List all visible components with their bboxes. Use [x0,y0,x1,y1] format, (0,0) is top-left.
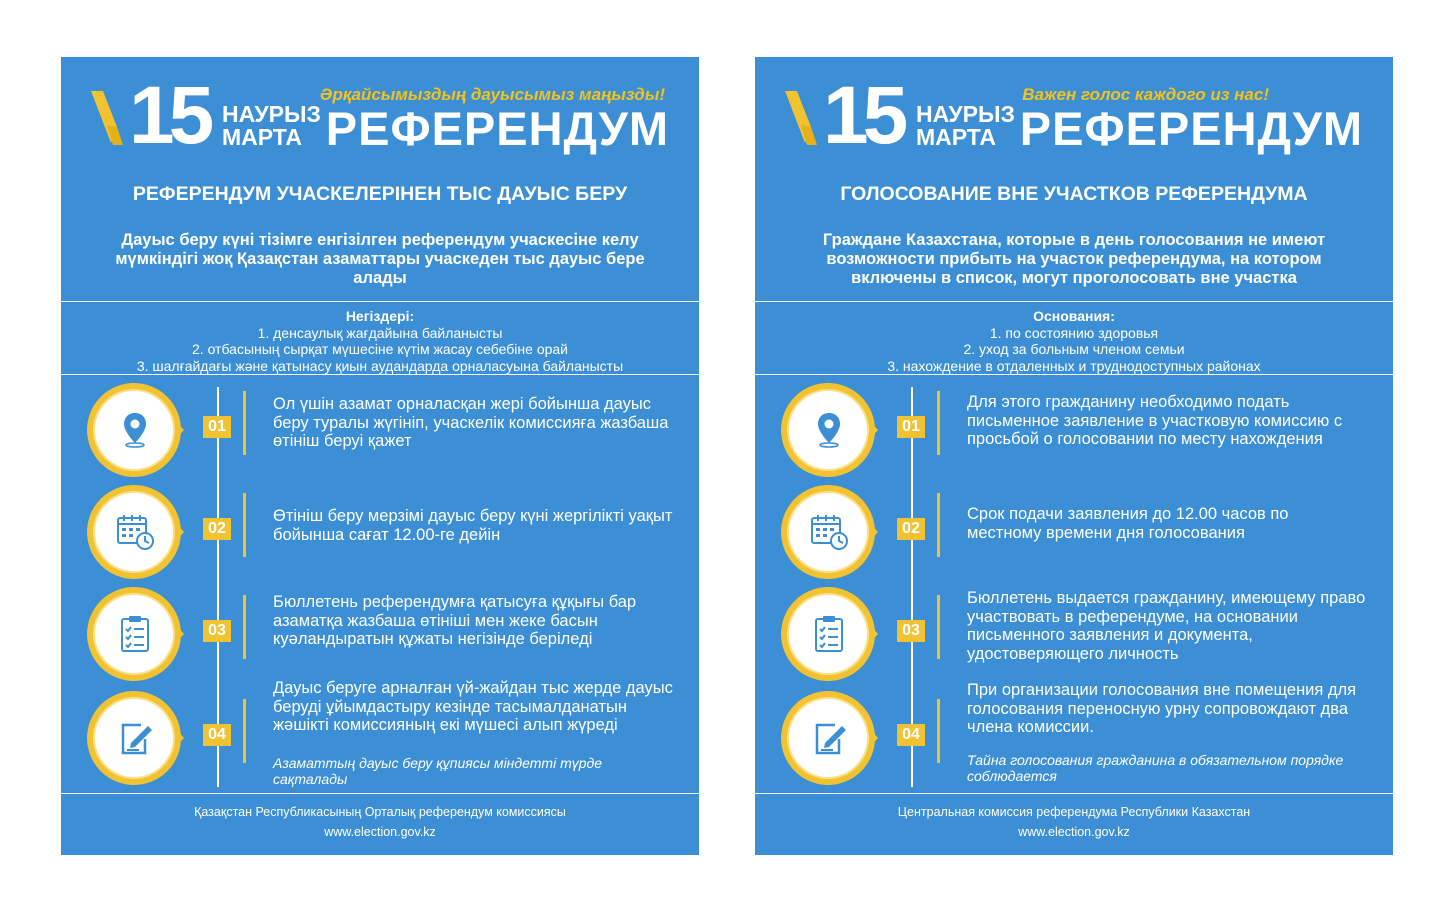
step-text: Дауыс беруге арналған үй-жайдан тыс жерде дауыс беруді ұйымдастыру кезінде тасымалданатын жәшікті комиссияның екі мүшесі алып жүреді [273,679,673,734]
calendar-clock-icon [115,511,155,551]
step-number: 02 [203,518,231,540]
reason-item: 2. отбасының сырқат мүшесіне күтім жасау себебіне орай [192,341,568,357]
step-text: При организации голосования вне помещения для голосования переносную урну сопровождают два члена комиссии. [967,681,1357,736]
step-text: Ол үшін азамат орналасқан жері бойынша дауыс беру туралы жүгініп, учаскелік комиссияға жазбаша өтініш беруі қажет [273,395,669,450]
step-text: Срок подачи заявления до 12.00 часов по местному времени дня голосования [967,505,1289,542]
step-bar [937,493,940,557]
referendum-logo [783,70,1018,161]
step-3 [61,587,699,683]
step-number: 02 [897,518,925,540]
reasons-title: Негіздері: [345,308,415,324]
step-number: 04 [203,724,231,746]
step-bar [937,595,940,659]
step-number: 01 [897,416,925,438]
footer-org: Центральная комиссия референдума Республики Казахстан [897,805,1251,819]
logo-month-kz: НАУРЫЗ [222,101,321,127]
calendar-clock-icon [809,511,849,551]
referendum-logo [89,70,324,161]
step-text: Бюллетень выдается гражданину, имеющему право участвовать в референдуме, на основании письменного заявления и документа, удостоверяющего личность [967,589,1366,663]
document-pen-icon [115,717,155,757]
reason-item: 3. шалғайдағы және қатынасу қиын аудандарда орналасуына байланысты [136,357,624,374]
step-number: 03 [203,620,231,642]
clipboard-checklist-icon [115,613,155,653]
logo-month-ru: МАРТА [222,124,303,150]
step-bar [243,391,246,455]
intro-text: Дауыс беру күні тізімге енгізілген референдум учаскесіне келу мүмкіндігі жоқ Қазақстан азаматтары учаскеден тыс дауыс бере алады [115,231,645,287]
step-1 [755,383,1393,479]
reason-item: 2. уход за больным членом семьи [963,341,1185,357]
reasons-title: Основания: [1033,308,1115,324]
section-title: ГОЛОСОВАНИЕ ВНЕ УЧАСТКОВ РЕФЕРЕНДУМА [840,183,1308,205]
reasons-box [61,301,699,375]
slogan: Әрқайсымыздың дауысымыз маңызды! [319,85,665,104]
logo-month-kz: НАУРЫЗ [916,101,1015,127]
reason-item: 1. по состоянию здоровья [989,324,1159,341]
reason-item: 1. денсаулық жағдайына байланысты [257,324,503,341]
step-number: 03 [897,620,925,642]
step-4 [755,681,1393,787]
step-bar [243,699,246,763]
secrecy-note: Тайна голосования гражданина в обязательном порядке соблюдается [967,752,1344,784]
poster-title: РЕФЕРЕНДУМ [1019,102,1363,155]
step-bar [243,493,246,557]
step-text: Өтініш беру мерзімі дауыс беру күні жергілікті уақыт бойынша сағат 12.00-ге дейін [273,507,673,544]
step-number: 01 [203,416,231,438]
footer [61,793,699,855]
logo-date-number: 15 [129,70,209,161]
footer [755,793,1393,855]
reasons-box [755,301,1393,375]
step-bar [243,595,246,659]
step-bar [937,699,940,763]
clipboard-checklist-icon [809,613,849,653]
reason-item: 3. нахождение в отдаленных и труднодоступных районах [887,357,1261,374]
location-pin-icon [809,409,849,449]
step-number: 04 [897,724,925,746]
step-2 [755,485,1393,581]
step-text: Для этого гражданину необходимо подать письменное заявление в участковую комиссию с просьбой о голосовании по месту нахождения [967,393,1343,448]
secrecy-note: Азаматтың дауыс беру құпиясы міндетті түрде сақталады [273,755,603,787]
slogan: Важен голос каждого из нас! [1022,85,1269,104]
poster-title: РЕФЕРЕНДУМ [325,102,669,155]
section-title: РЕФЕРЕНДУМ УЧАСКЕЛЕРІНЕН ТЫС ДАУЫС БЕРУ [132,183,628,205]
step-4 [61,679,699,787]
logo-month-ru: МАРТА [916,124,997,150]
intro-text: Граждане Казахстана, которые в день голосования не имеют возможности прибыть на участок референдума, на котором включены в список, могут проголосовать вне участка [822,231,1326,287]
footer-org: Қазақстан Республикасының Орталық референдум комиссиясы [194,805,566,819]
step-text: Бюллетень референдумға қатысуға құқығы бар азаматқа жазбаша өтініші мен жеке басын куәландыратын құжаты негізінде беріледі [273,593,637,648]
document-pen-icon [809,717,849,757]
footer-url[interactable]: www.election.gov.kz [1018,825,1130,839]
step-3 [755,587,1393,683]
step-bar [937,391,940,455]
step-1 [61,383,699,479]
logo-date-number: 15 [823,70,903,161]
step-2 [61,485,699,581]
poster-ru [755,57,1393,855]
location-pin-icon [115,409,155,449]
footer-url[interactable]: www.election.gov.kz [324,825,436,839]
poster-kz [61,57,699,855]
